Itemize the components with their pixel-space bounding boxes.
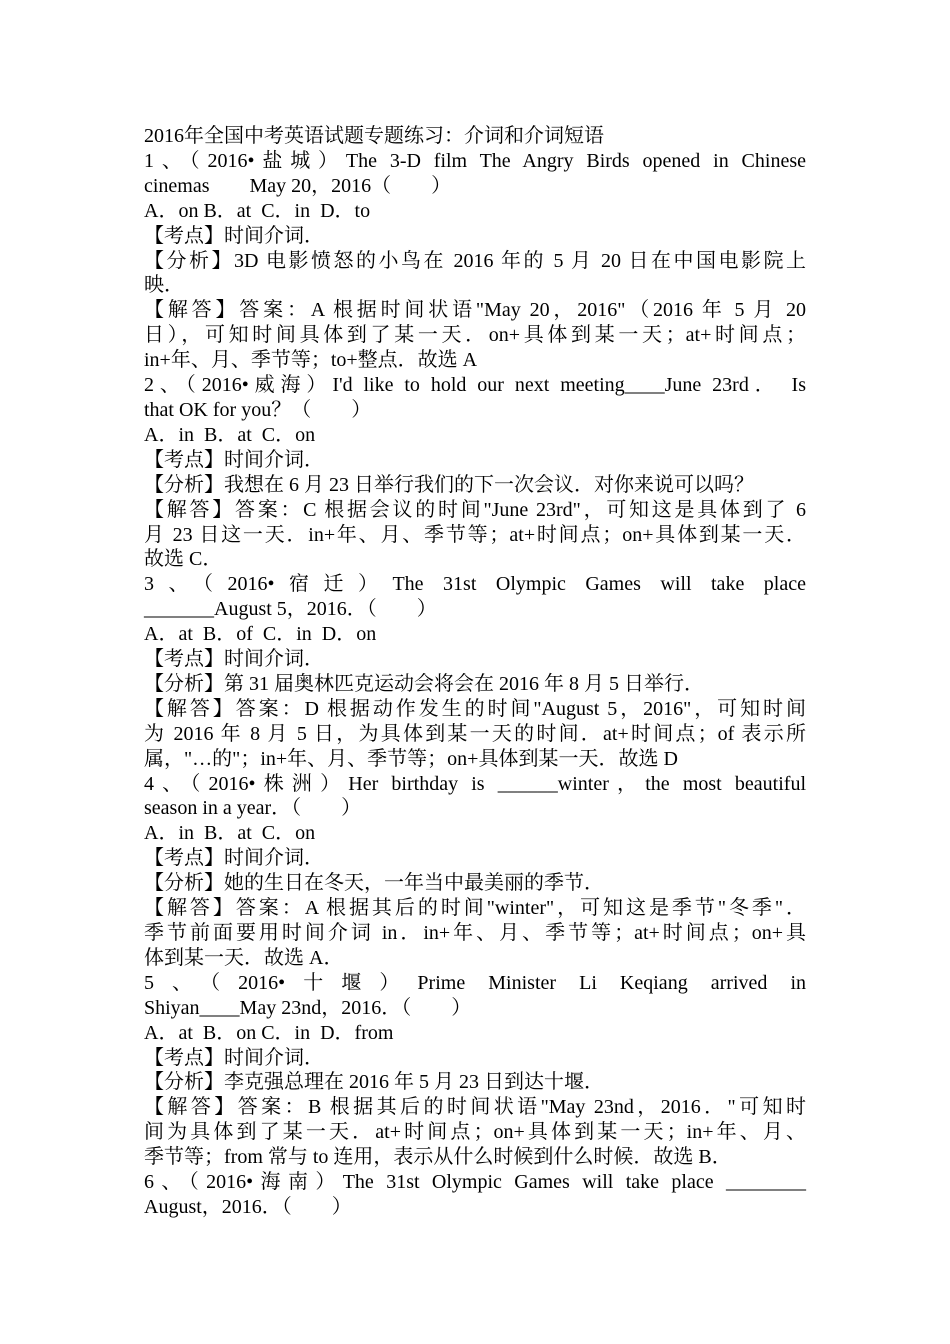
text-line: 【分析】她的生日在冬天，一年当中最美丽的季节． (144, 872, 604, 895)
text-line: 【分析】第 31 届奥林匹克运动会将会在 2016 年 8 月 5 日举行． (144, 672, 704, 695)
text-line: 映． (144, 274, 184, 297)
text-line: 季节前面要用时间介词 in．in+年、月、季节等；at+时间点；on+具 (144, 922, 806, 944)
text-line: 1、（2016•盐城）The 3-D film The Angry Birds opened in Chinese (144, 149, 806, 172)
text-line: 体到某一天．故选 A． (144, 946, 344, 969)
text-line: A．at B．on C．in D．from (144, 1021, 394, 1044)
text-line: _______August 5，2016．（ ） (144, 598, 437, 621)
text-line: 【考点】时间介词． (144, 448, 324, 471)
text-line: 5、（2016•十堰）Prime Minister Li Keqiang arrived in (144, 971, 806, 994)
text-line: 【考点】时间介词． (144, 648, 324, 671)
text-line: cinemas May 20，2016（ ） (144, 174, 452, 197)
text-line: Shiyan____May 23nd，2016．（ ） (144, 996, 472, 1019)
text-line: that OK for you？（ ） (144, 398, 372, 421)
text-line: A．on B．at C．in D．to (144, 199, 371, 222)
text-line: 【分析】李克强总理在 2016 年 5 月 23 日到达十堰． (144, 1071, 604, 1094)
document-title: 2016年全国中考英语试题专题练习：介词和介词短语 (144, 125, 604, 147)
text-line: 【解答】答案：B 根据其后的时间状语"May 23nd，2016．"可知时 (144, 1096, 806, 1119)
text-line: 【考点】时间介词． (144, 847, 324, 870)
text-line: A．at B．of C．in D．on (144, 623, 377, 646)
document-page (144, 124, 806, 1220)
text-line: 【分析】3D 电影愤怒的小鸟在 2016 年的 5 月 20 日在中国电影院上 (144, 249, 806, 272)
text-line: 故选 C． (144, 548, 223, 571)
text-line: A．in B．at C．on (144, 423, 316, 446)
text-line: 4、（2016•株洲）Her birthday is ______winter，the most beautiful (144, 772, 806, 795)
text-line: season in a year．（ ） (144, 797, 362, 820)
text-line: 间为具体到了某一天．at+时间点；on+具体到某一天；in+年、月、 (144, 1121, 806, 1144)
text-line: 月 23 日这一天．in+年、月、季节等；at+时间点；on+具体到某一天． (144, 523, 806, 546)
text-line: 6、（2016•海南）The 31st Olympic Games will take place ________ (144, 1171, 806, 1194)
text-line: August，2016．（ ） (144, 1195, 352, 1218)
document-body (144, 149, 806, 1220)
text-line: in+年、月、季节等；to+整点．故选 A (144, 349, 478, 372)
text-line: 【解答】答案：C 根据会议的时间"June 23rd"，可知这是具体到了 6 (144, 498, 806, 521)
text-line: A．in B．at C．on (144, 822, 316, 845)
text-line: 为 2016 年 8 月 5 日，为具体到某一天的时间．at+时间点；of 表示所 (144, 722, 806, 745)
text-line: 【解答】答案：D 根据动作发生的时间"August 5，2016"，可知时间 (144, 697, 806, 720)
text-line: 属，"…的"；in+年、月、季节等；on+具体到某一天．故选 D (144, 747, 678, 770)
text-line: 【考点】时间介词． (144, 1046, 324, 1069)
text-line: 【解答】答案：A 根据其后的时间"winter"，可知这是季节"冬季"． (144, 897, 806, 920)
text-line: 2、（2016•威海）I'd like to hold our next meeting____June 23rd． Is (144, 374, 806, 397)
text-line: 【解答】答案：A 根据时间状语"May 20，2016"（2016 年 5 月 20 (144, 299, 806, 322)
text-line: 【考点】时间介词． (144, 224, 324, 247)
text-line: 【分析】我想在 6 月 23 日举行我们的下一次会议．对你来说可以吗？ (144, 473, 754, 496)
text-line: 3、（2016•宿迁）The 31st Olympic Games will take place (144, 573, 806, 596)
text-line: 日），可知时间具体到了某一天．on+具体到某一天；at+时间点； (144, 324, 806, 347)
text-line: 季节等；from 常与 to 连用，表示从什么时候到什么时候．故选 B． (144, 1146, 732, 1169)
